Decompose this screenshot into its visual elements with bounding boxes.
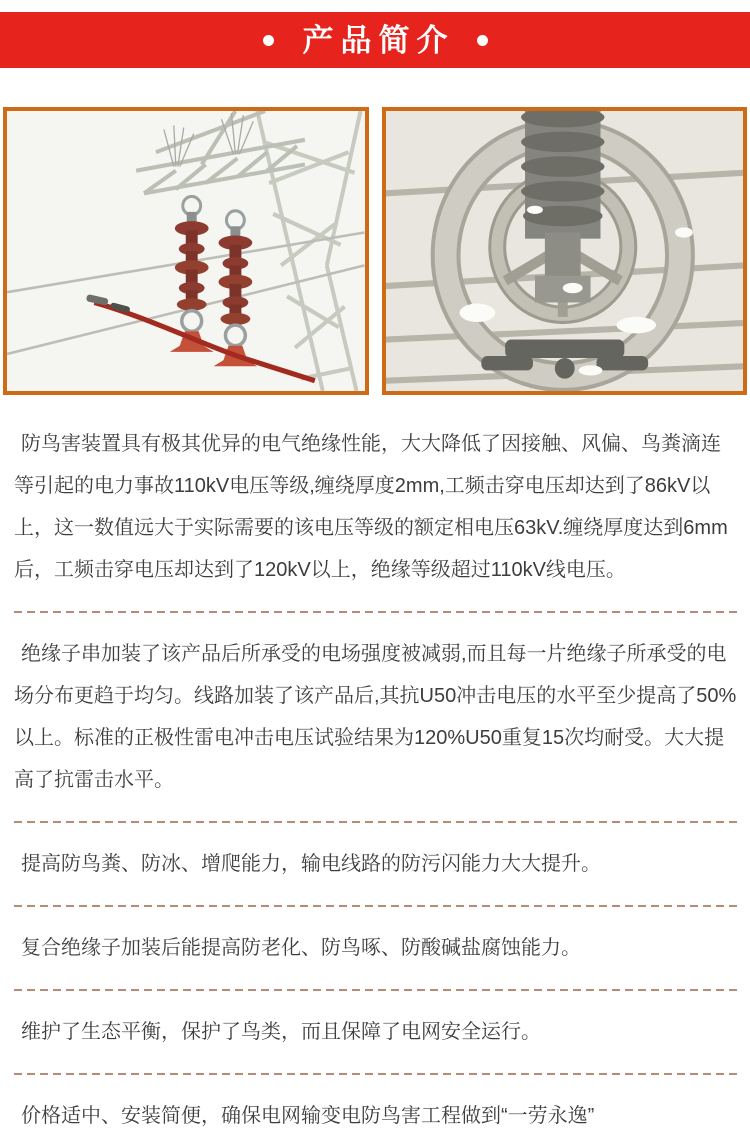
dashed-divider [14,611,737,613]
paragraph-insulation-performance: 防鸟害装置具有极其优异的电气绝缘性能，大大降低了因接触、风偏、鸟粪滴连等引起的电力事故110kV电压等级,缠绕厚度2mm,工频击穿电压却达到了86kV以上，这一数值远大于实际需要的该电压等级的额定相电压63kV.缠绕厚度达到6mm后，工频击穿电压却达到了120kV以上，绝缘等级超过110kV线电压。 [14,433,728,581]
paragraph-pollution-flashover: 提高防鸟粪、防冰、增爬能力，输电线路的防污闪能力大大提升。 [21,853,601,875]
bullet-dot-right-icon [477,35,488,46]
bullet-dot-left-icon [263,35,274,46]
grading-ring-closeup-photo [382,107,748,395]
section-title: 产品简介 [302,22,455,58]
tower-photo-illustration [7,111,365,391]
ring-photo-illustration [386,111,744,391]
dashed-divider [14,1073,737,1075]
paragraph-ecology: 维护了生态平衡，保护了鸟类，而且保障了电网安全运行。 [21,1021,541,1043]
transmission-tower-insulators-photo [3,107,369,395]
dashed-divider [14,821,737,823]
section-header-banner [0,12,750,68]
paragraph-anti-aging: 复合绝缘子加装后能提高防老化、防鸟啄、防酸碱盐腐蚀能力。 [21,937,581,959]
dashed-divider [14,989,737,991]
product-intro-section [0,12,750,1146]
product-description [0,423,750,1137]
dashed-divider [14,905,737,907]
paragraph-price: 价格适中、安装简便，确保电网输变电防鸟害工程做到“一劳永逸” [21,1105,595,1127]
photo-row [0,107,750,395]
paragraph-field-strength: 绝缘子串加装了该产品后所承受的电场强度被减弱,而且每一片绝缘子所承受的电场分布更趋于均匀。线路加装了该产品后,其抗U50冲击电压的水平至少提高了50%以上。标准的正极性雷电冲击电压试验结果为120%U50重复15次均耐受。大大提高了抗雷击水平。 [14,643,737,791]
